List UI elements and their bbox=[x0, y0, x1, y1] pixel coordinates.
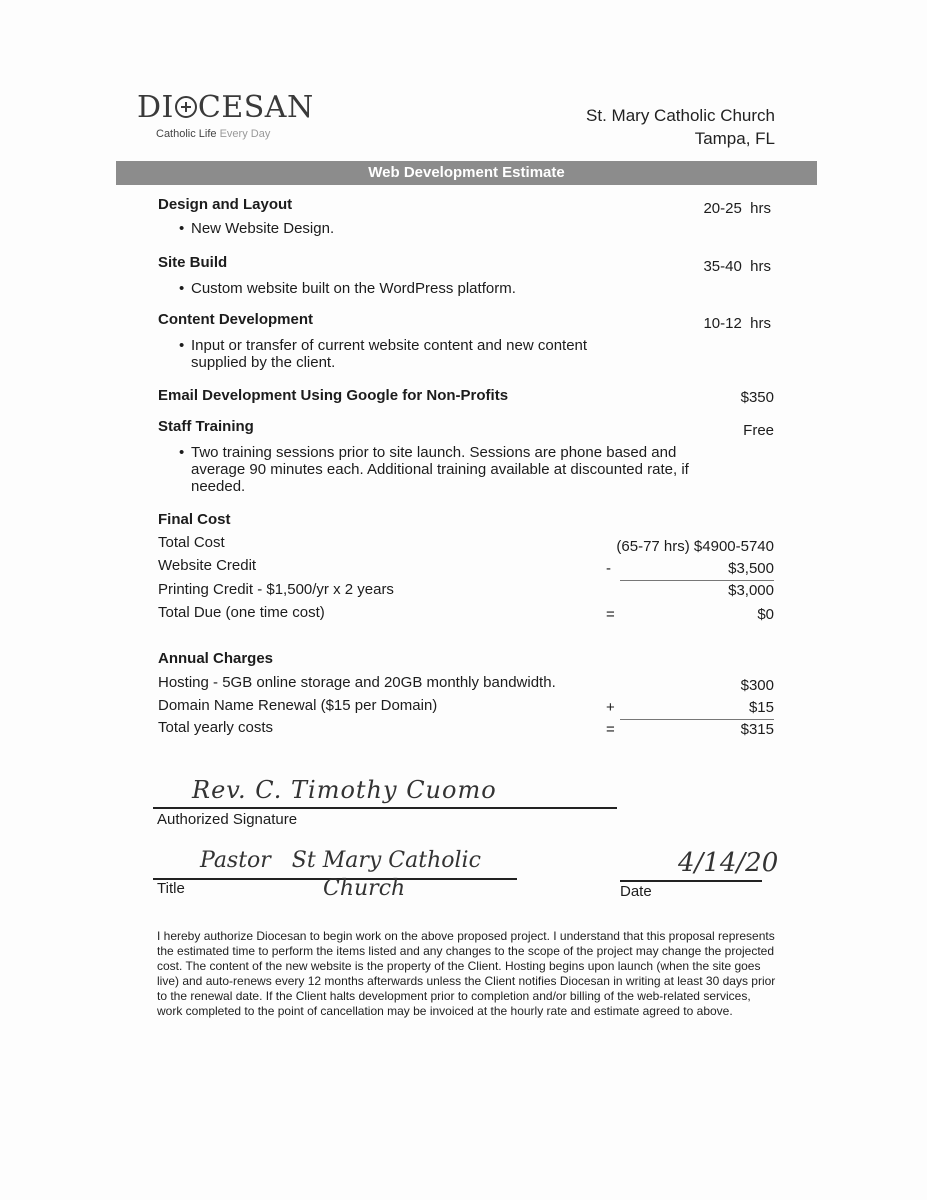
line-item-email-development bbox=[158, 387, 774, 406]
item-bullet: • Custom website built on the WordPress platform. bbox=[179, 280, 516, 297]
row-operator: - bbox=[606, 560, 611, 577]
client-location: Tampa, FL bbox=[694, 129, 775, 148]
date-handwriting: 4/14/20 bbox=[678, 848, 779, 878]
logo-word-start: DI bbox=[137, 90, 174, 125]
title-handwriting-line2: Church bbox=[323, 876, 406, 901]
line-item-site-build bbox=[158, 254, 774, 275]
item-title: Staff Training bbox=[158, 418, 254, 435]
tagline-light: Every Day bbox=[219, 128, 271, 140]
row-amount: $15 bbox=[748, 699, 774, 716]
item-value: 35-40 hrs bbox=[703, 258, 771, 275]
diocesan-logo bbox=[137, 90, 314, 126]
annual-charge-row bbox=[158, 674, 774, 694]
row-operator: + bbox=[606, 699, 615, 716]
authorized-signature-line[interactable] bbox=[153, 807, 617, 809]
authorization-legal-text: I hereby authorize Diocesan to begin work on the above proposed project. I understand that this proposal represents the estimated time to perform the items listed and any changes to the scope of the project may change the projected cost. The content of the new website is the property of the Client. Hosting begins upon launch (when the site goes live) and auto-renews every 12 months afterwards unless the Client notifies Diocesan in writing at least 30 days prior to the renewal date. If the Client halts development prior to completion and/or billing of the web-related services, work completed to the point of cancellation may be invoiced at the hourly rate and estimate agreed to above. bbox=[157, 929, 776, 1018]
bullet-icon: • bbox=[179, 280, 185, 297]
row-operator: = bbox=[606, 606, 615, 623]
authorized-signature-label: Authorized Signature bbox=[157, 811, 298, 828]
item-title: Email Development Using Google for Non-Profits bbox=[158, 387, 509, 404]
line-item-design bbox=[158, 196, 774, 217]
item-title: Design and Layout bbox=[158, 196, 293, 213]
circle-cross-icon bbox=[175, 96, 197, 118]
item-bullet: • Two training sessions prior to site launch. Sessions are phone based and average 90 minutes each. Additional training available at discounted rate, if needed. bbox=[179, 444, 689, 495]
title-label: Title bbox=[157, 880, 185, 897]
authorized-signature-handwriting: Rev. C. Timothy Cuomo bbox=[192, 776, 497, 804]
bullet-icon: • bbox=[179, 444, 185, 461]
row-label: Domain Name Renewal ($15 per Domain) bbox=[158, 697, 438, 714]
annual-charge-row bbox=[158, 697, 774, 717]
row-amount: $3,500 bbox=[728, 560, 774, 577]
item-title: Site Build bbox=[158, 254, 228, 271]
item-value: Free bbox=[743, 422, 774, 439]
line-item-content-development bbox=[158, 311, 774, 332]
bullet-icon: • bbox=[179, 337, 185, 354]
item-title: Content Development bbox=[158, 311, 314, 328]
item-value: 20-25 hrs bbox=[703, 200, 771, 217]
title-handwriting-line1: Pastor St Mary Catholic bbox=[200, 848, 481, 873]
row-label: Printing Credit - $1,500/yr x 2 years bbox=[158, 581, 394, 598]
final-cost-heading: Final Cost bbox=[158, 511, 231, 528]
final-cost-row bbox=[158, 557, 774, 577]
date-label: Date bbox=[620, 883, 652, 900]
logo-tagline bbox=[156, 128, 270, 140]
row-amount: $3,000 bbox=[728, 582, 774, 599]
item-value: $350 bbox=[740, 389, 774, 406]
item-value: 10-12 hrs bbox=[703, 315, 771, 332]
client-name: St. Mary Catholic Church bbox=[586, 106, 775, 125]
row-amount: $300 bbox=[740, 677, 774, 694]
logo-word-end: CESAN bbox=[197, 90, 314, 125]
date-line[interactable] bbox=[620, 880, 762, 882]
row-operator: = bbox=[606, 721, 615, 738]
row-label: Total Cost bbox=[158, 534, 225, 551]
row-label: Website Credit bbox=[158, 557, 257, 574]
final-cost-row bbox=[158, 581, 774, 601]
item-bullet: • New Website Design. bbox=[179, 220, 335, 237]
final-cost-row bbox=[158, 534, 774, 554]
line-item-staff-training bbox=[158, 418, 774, 439]
annual-charges-heading: Annual Charges bbox=[158, 650, 274, 667]
row-amount: $0 bbox=[757, 606, 774, 623]
row-label: Hosting - 5GB online storage and 20GB monthly bandwidth. bbox=[158, 674, 556, 691]
client-info bbox=[586, 104, 775, 150]
tagline-dark: Catholic Life bbox=[156, 128, 220, 140]
row-label: Total yearly costs bbox=[158, 719, 274, 736]
row-amount: $315 bbox=[740, 721, 774, 738]
row-label: Total Due (one time cost) bbox=[158, 604, 325, 621]
final-cost-row bbox=[158, 604, 774, 624]
estimate-banner: Web Development Estimate bbox=[116, 161, 817, 185]
item-bullet: • Input or transfer of current website content and new content supplied by the client. bbox=[179, 337, 588, 371]
row-amount: (65-77 hrs) $4900-5740 bbox=[616, 538, 774, 555]
annual-charge-row bbox=[158, 719, 774, 739]
bullet-icon: • bbox=[179, 220, 185, 237]
